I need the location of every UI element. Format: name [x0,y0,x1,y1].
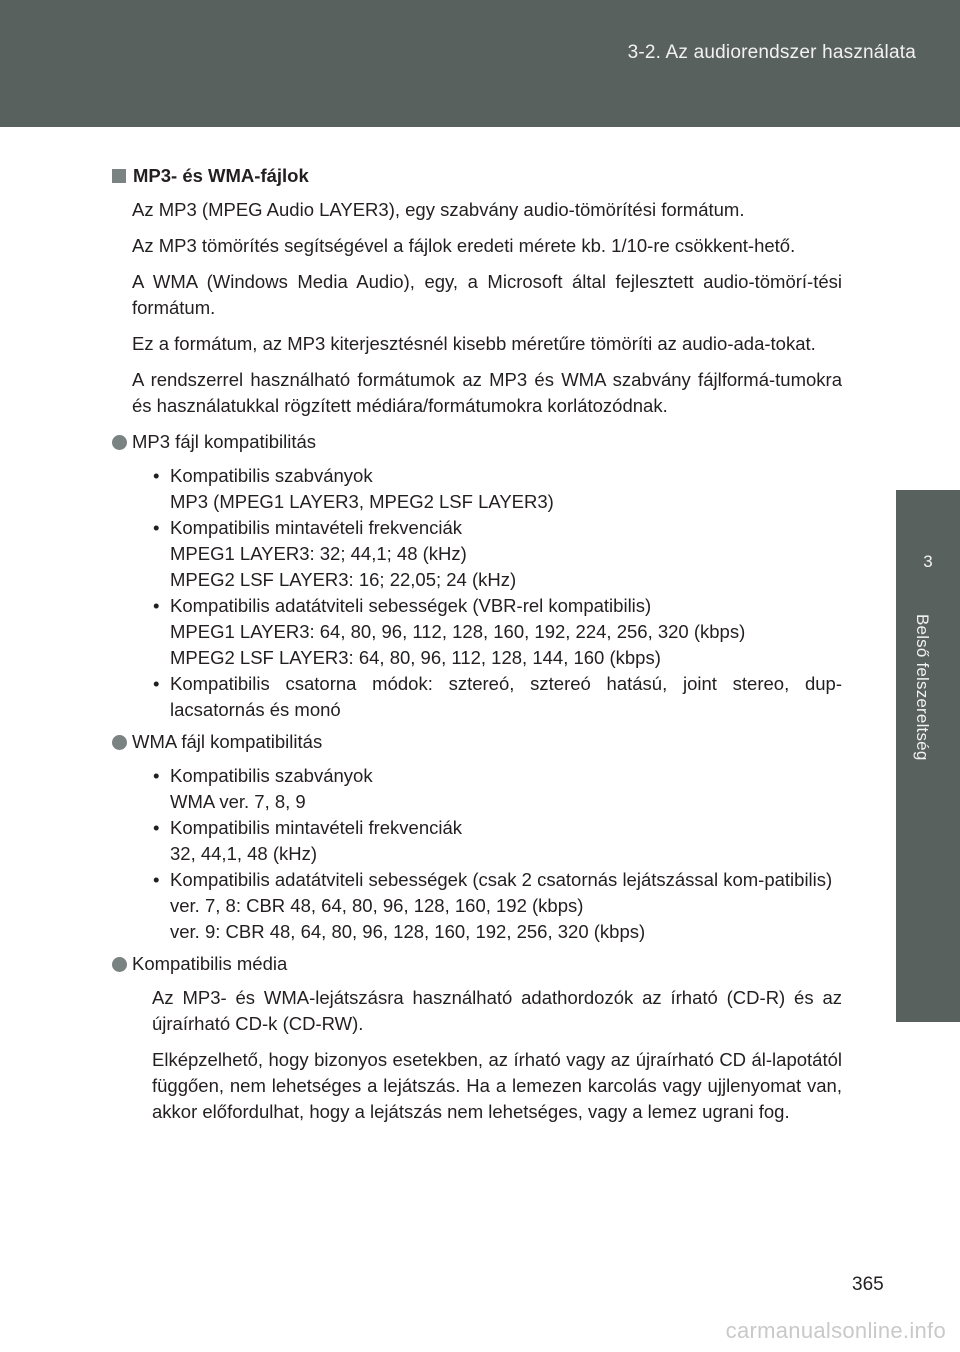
list-item-label: Kompatibilis adatátviteli sebességek (VBR-rel kompatibilis) [170,595,652,616]
list-item: • Kompatibilis mintavételi frekvenciák MPEG1 LAYER3: 32; 44,1; 48 (kHz) MPEG2 LSF LAYER3: 16; 22,05; 24 (kHz) [170,515,842,593]
circle-bullet-icon [112,735,127,750]
list-item-label: Kompatibilis mintavételi frekvenciák [170,517,463,538]
media-heading [112,951,842,977]
wma-heading [112,729,842,755]
media-paragraph: Az MP3- és WMA-lejátszásra használható adathordozók az írható (CD-R) és az újraírható CD-k (CD-RW). [152,987,842,1034]
list-item-label: Kompatibilis szabványok [170,465,373,486]
list-item-line: WMA ver. 7, 8, 9 [170,791,306,812]
chapter-title: Belső felszereltség [913,614,932,761]
circle-bullet-icon [112,957,127,972]
list-item-line: MPEG2 LSF LAYER3: 64, 80, 96, 112, 128, 144, 160 (kbps) [170,647,661,668]
list-item-line: ver. 7, 8: CBR 48, 64, 80, 96, 128, 160, 192 (kbps) [170,895,584,916]
mp3-list [112,463,842,723]
page-heading [112,163,842,189]
chapter-number: 3 [923,552,933,571]
list-item: • Kompatibilis szabványok WMA ver. 7, 8, 9 [170,763,842,815]
media-heading-text: Kompatibilis média [132,953,288,974]
intro-paragraph: A rendszerrel használható formátumok az MP3 és WMA szabvány fájlformá-tumokra és használatukkal rögzített médiára/formátumokra korlátozódnak. [132,369,842,416]
list-item-line: MPEG2 LSF LAYER3: 16; 22,05; 24 (kHz) [170,569,517,590]
list-item-label: Kompatibilis csatorna módok: sztereó, sztereó hatású, joint stereo, dup-lacsatornás és monó [170,673,842,720]
intro-paragraph: Az MP3 (MPEG Audio LAYER3), egy szabvány audio-tömörítési formátum. [132,199,745,220]
media-paragraph: Elképzelhető, hogy bizonyos esetekben, az írható vagy az újraírható CD ál-lapotától függően, nem lehetséges a lejátszás. Ha a lemezen karcolás vagy ujjlenyomat van, akkor előfordulhat, hogy a lejátszás nem lehetséges, vagy a lemez ugrani fog. [152,1049,842,1122]
list-item: • Kompatibilis csatorna módok: sztereó, sztereó hatású, joint stereo, dup-lacsatornás és monó [170,671,842,723]
circle-bullet-icon [112,435,127,450]
mp3-heading-text: MP3 fájl kompatibilitás [132,431,317,452]
header-band [0,0,960,127]
page-content [112,163,842,1135]
list-item: • Kompatibilis adatátviteli sebességek (csak 2 csatornás lejátszással kom-patibilis) ver. 7, 8: CBR 48, 64, 80, 96, 128, 160, 192 (kbps) ver. 9: CBR 48, 64, 80, 96, 128, 160, 192, 256, 320 (kbps) [170,867,842,945]
wma-list [112,763,842,945]
intro-paragraph: A WMA (Windows Media Audio), egy, a Microsoft által fejlesztett audio-tömörí-tési formátum. [132,271,842,318]
list-item-line: MP3 (MPEG1 LAYER3, MPEG2 LSF LAYER3) [170,491,554,512]
square-bullet-icon [112,169,126,183]
list-item-label: Kompatibilis adatátviteli sebességek (csak 2 csatornás lejátszással kom-patibilis) [170,869,833,890]
list-item-line: MPEG1 LAYER3: 64, 80, 96, 112, 128, 160, 192, 224, 256, 320 (kbps) [170,621,746,642]
list-item: • Kompatibilis szabványok MP3 (MPEG1 LAYER3, MPEG2 LSF LAYER3) [170,463,842,515]
mp3-heading [112,429,842,455]
list-item: • Kompatibilis adatátviteli sebességek (VBR-rel kompatibilis) MPEG1 LAYER3: 64, 80, 96, 112, 128, 160, 192, 224, 256, 320 (kbps) MPEG2 LSF LAYER3: 64, 80, 96, 112, 128, 144, 160 (kbps) [170,593,842,671]
page-number: 365 [852,1274,884,1295]
intro-paragraph: Ez a formátum, az MP3 kiterjesztésnél kisebb méretűre tömöríti az audio-ada-tokat. [132,333,816,354]
page-heading-text: MP3- és WMA-fájlok [133,165,309,186]
list-item: • Kompatibilis mintavételi frekvenciák 32, 44,1, 48 (kHz) [170,815,842,867]
intro-paragraph: Az MP3 tömörítés segítségével a fájlok eredeti mérete kb. 1/10-re csökkent-hető. [132,235,796,256]
list-item-line: MPEG1 LAYER3: 32; 44,1; 48 (kHz) [170,543,467,564]
list-item-line: 32, 44,1, 48 (kHz) [170,843,318,864]
list-item-label: Kompatibilis mintavételi frekvenciák [170,817,463,838]
section-title: 3-2. Az audiorendszer használata [627,42,916,63]
list-item-line: ver. 9: CBR 48, 64, 80, 96, 128, 160, 192, 256, 320 (kbps) [170,921,646,942]
list-item-label: Kompatibilis szabványok [170,765,373,786]
wma-heading-text: WMA fájl kompatibilitás [132,731,323,752]
watermark-text: carmanualsonline.info [725,1318,946,1343]
